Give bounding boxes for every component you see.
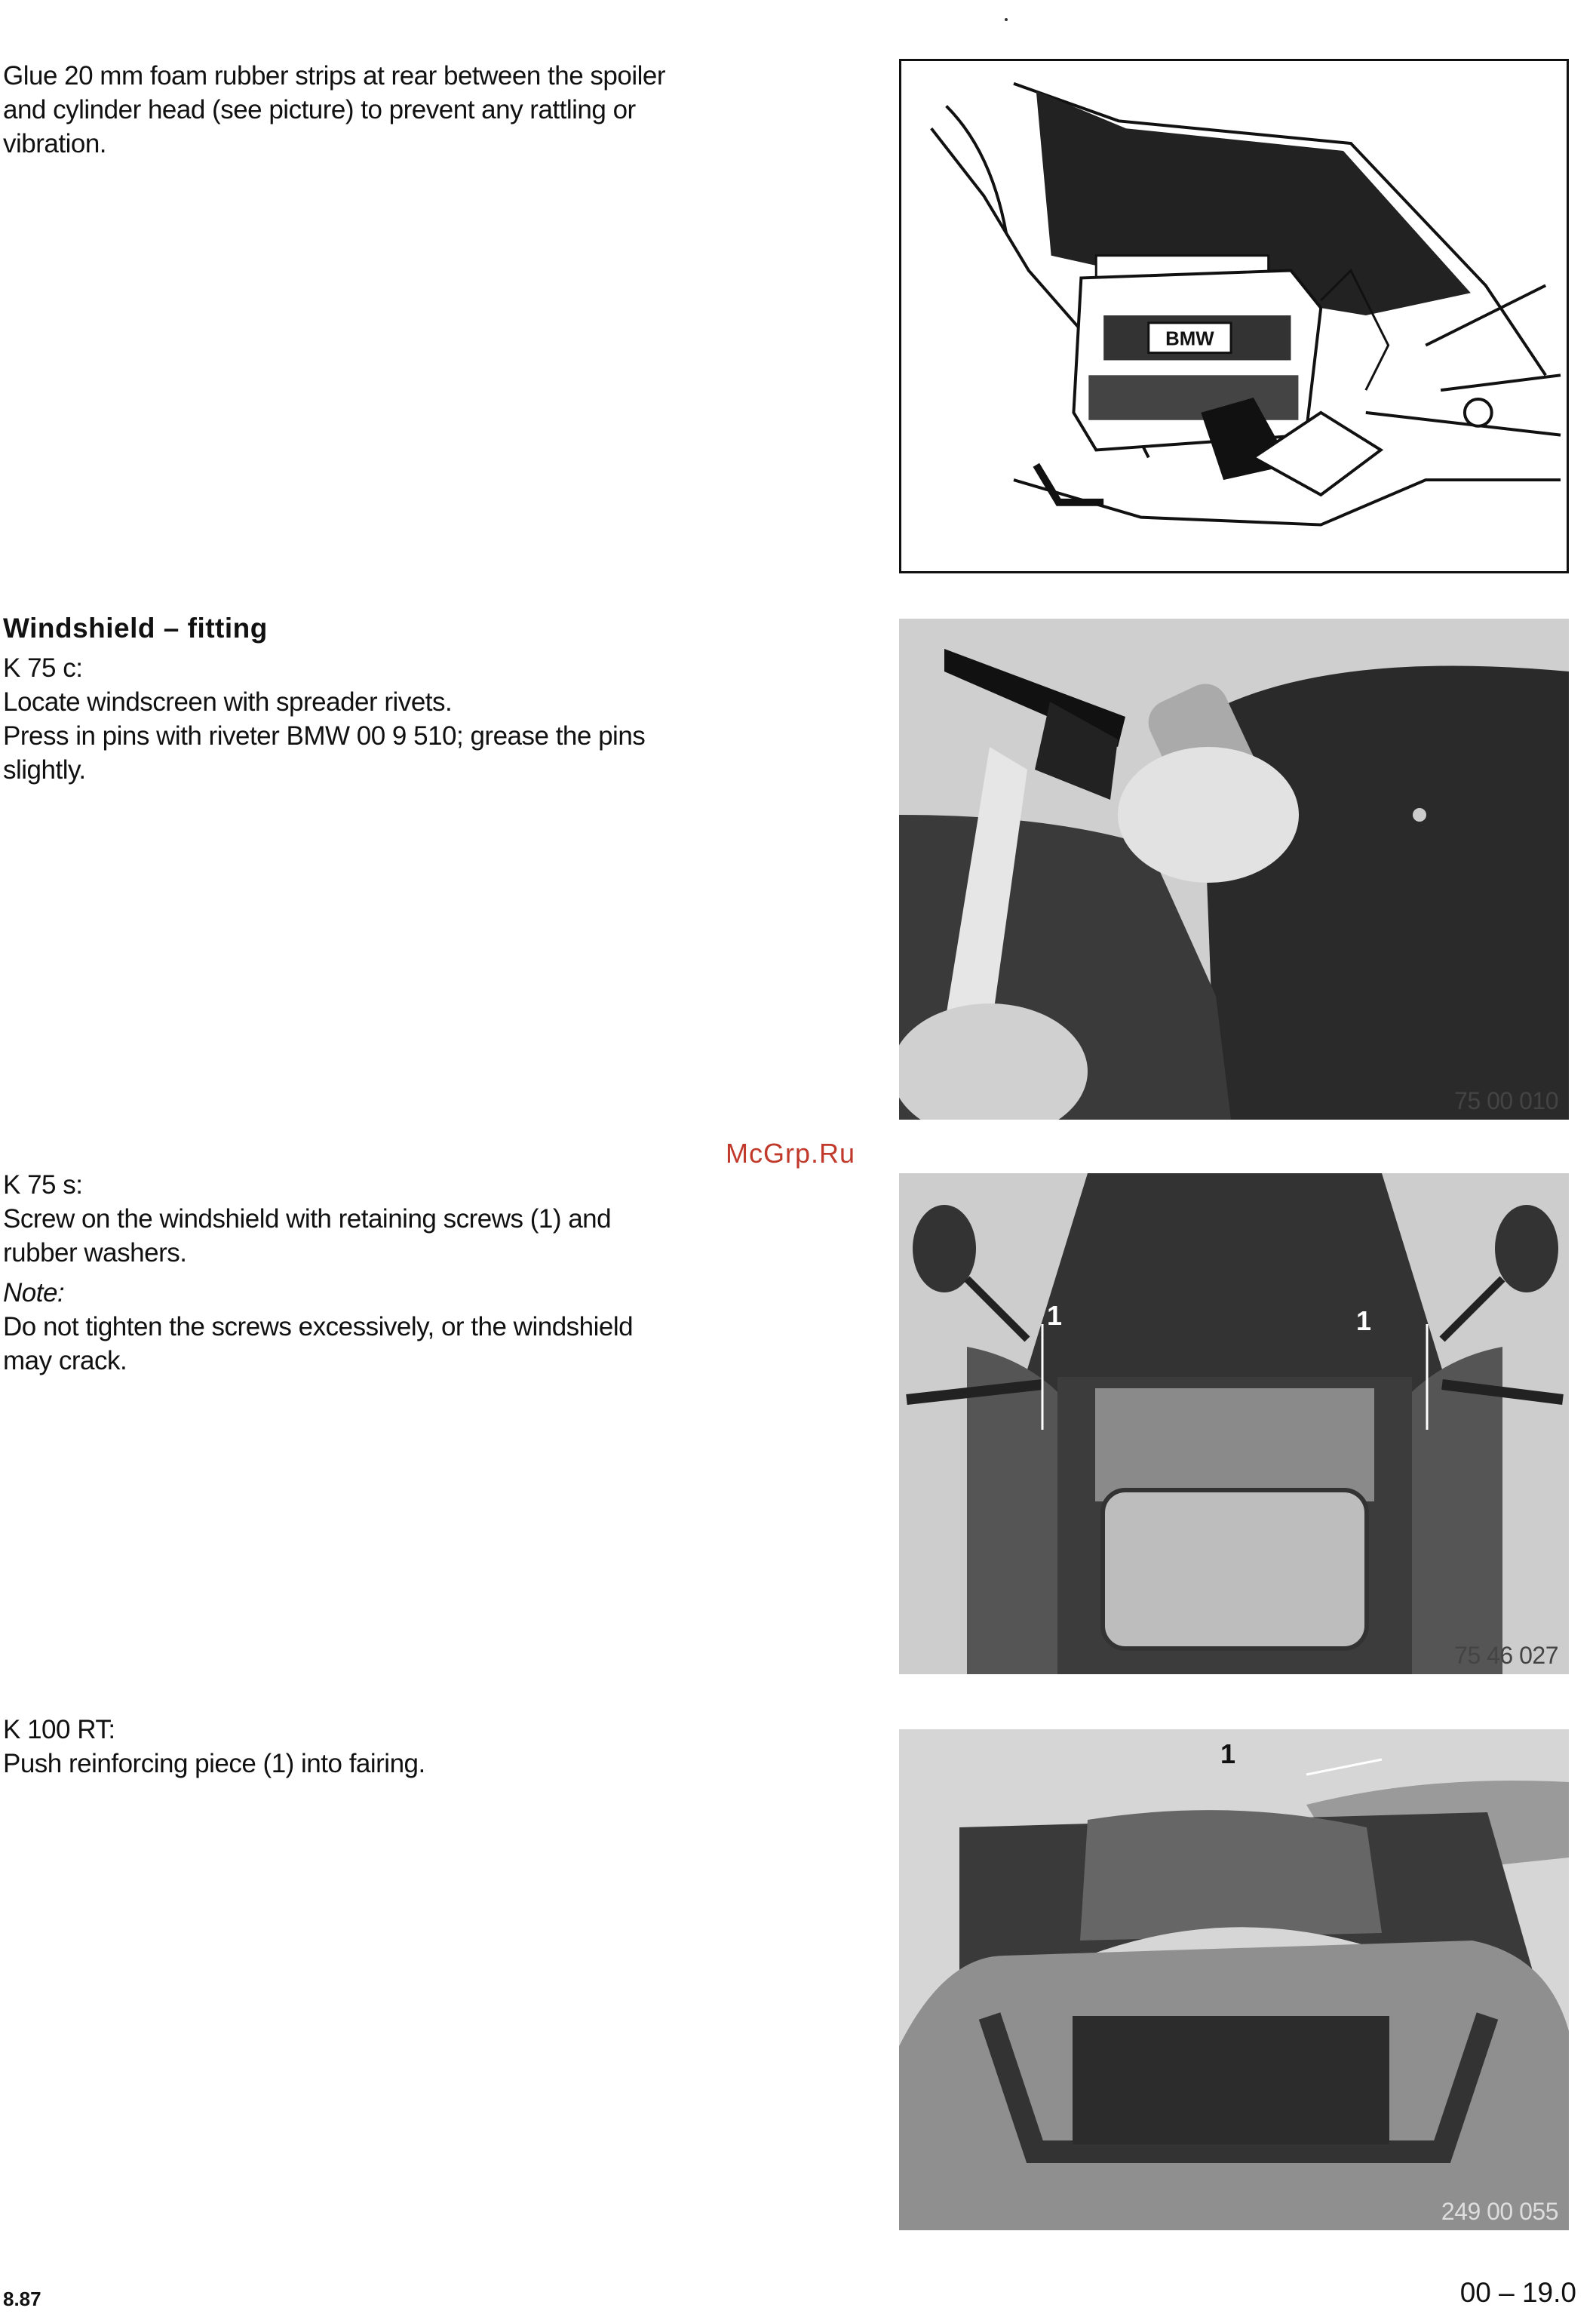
text-line: vibration.	[3, 129, 107, 158]
text-line: Press in pins with riveter BMW 00 9 510; grease the pins	[3, 721, 646, 751]
reinforcing-photo	[899, 1729, 1569, 2230]
figure-reinforcing-piece-photo	[899, 1729, 1569, 2230]
figure-number: 75 00 010	[1454, 1087, 1558, 1114]
footer-date: 8.87	[3, 2288, 41, 2310]
text-line: Locate windscreen with spreader rivets.	[3, 687, 453, 717]
figure-number: 249 00 055	[1441, 2198, 1558, 2225]
footer-page-number: 00 – 19.0	[1459, 2277, 1576, 2308]
text-line: Do not tighten the screws excessively, or the windshield	[3, 1312, 634, 1341]
text-line: rubber washers.	[3, 1238, 187, 1268]
figure-windshield-screws-photo	[899, 1173, 1569, 1674]
text-line: Push reinforcing piece (1) into fairing.	[3, 1749, 425, 1778]
text-line: Screw on the windshield with retaining screws (1) and	[3, 1204, 612, 1234]
text-line: K 100 RT:	[3, 1715, 115, 1744]
windshield-photo	[899, 1173, 1569, 1674]
text-line: and cylinder head (see picture) to prevent any rattling or	[3, 95, 636, 124]
figure-number: 75 46 027	[1454, 1642, 1558, 1669]
section-windshield-k75s	[3, 1168, 757, 1378]
figure-engine-spoiler	[899, 59, 1569, 573]
riveter-photo	[899, 619, 1569, 1120]
text-line: may crack.	[3, 1346, 127, 1375]
section-windshield-k75c	[3, 611, 757, 787]
section-heading: Windshield – fitting	[3, 613, 268, 644]
bmw-logo-text: BMW	[1165, 328, 1214, 350]
text-line: Glue 20 mm foam rubber strips at rear between the spoiler	[3, 61, 666, 91]
callout-label: 1	[1356, 1305, 1372, 1336]
speck	[1005, 18, 1008, 21]
text-line: K 75 s:	[3, 1170, 83, 1200]
callout-label: 1	[1047, 1300, 1063, 1331]
text-line: K 75 c:	[3, 653, 83, 683]
callout-label: 1	[1220, 1738, 1236, 1769]
figure-riveter-photo	[899, 619, 1569, 1120]
section-reinforcing-k100rt	[3, 1713, 757, 1781]
note-label: Note:	[3, 1278, 65, 1308]
watermark: McGrp.Ru	[726, 1138, 856, 1169]
text-line: slightly.	[3, 755, 86, 785]
section-foam-strips	[3, 59, 757, 161]
engine-drawing	[901, 61, 1567, 571]
